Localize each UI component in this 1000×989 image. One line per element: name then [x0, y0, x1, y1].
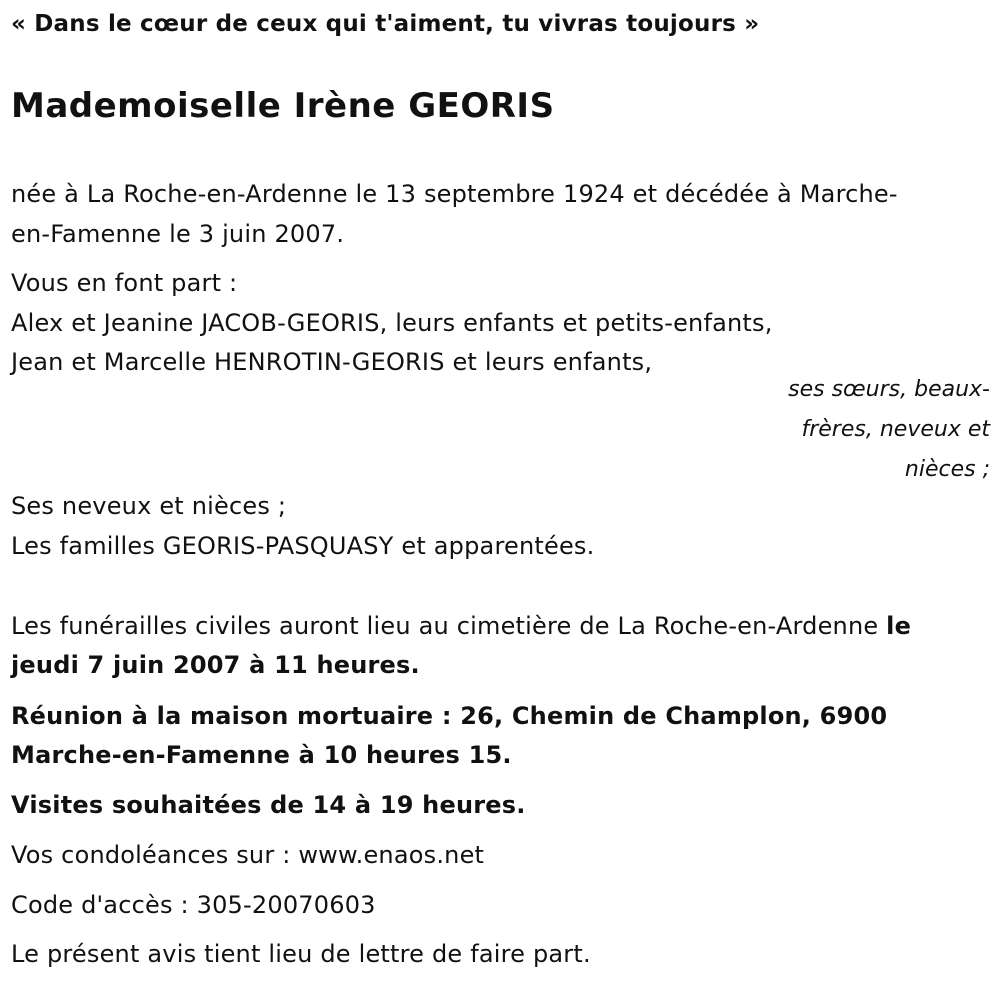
- funeral-text: Les funérailles civiles auront lieu au cimetière de La Roche-en-Ardenne: [11, 612, 887, 640]
- epigraph-quote: « Dans le cœur de ceux qui t'aiment, tu vivras toujours »: [11, 11, 760, 37]
- deceased-name: Mademoiselle Irène GEORIS: [11, 86, 555, 126]
- funeral-line-1: [11, 606, 911, 646]
- families-line: Les familles GEORIS-PASQUASY et apparentées.: [11, 532, 595, 560]
- siblings-note-line: frères, neveux et: [801, 417, 990, 442]
- birth-death-line-1: née à La Roche-en-Ardenne le 13 septembre 1924 et décédée à Marche-: [11, 180, 898, 208]
- meeting-line-2: Marche-en-Famenne à 10 heures 15.: [11, 741, 512, 769]
- notice-line: Le présent avis tient lieu de lettre de faire part.: [11, 940, 591, 968]
- visits-line: Visites souhaitées de 14 à 19 heures.: [11, 791, 526, 819]
- funeral-date-start: le: [886, 612, 912, 640]
- family-member: Alex et Jeanine JACOB-GEORIS, leurs enfants et petits-enfants,: [11, 309, 773, 337]
- family-member: Jean et Marcelle HENROTIN-GEORIS et leurs enfants,: [11, 348, 653, 376]
- siblings-note-line: ses sœurs, beaux-: [788, 377, 990, 402]
- funeral-date: jeudi 7 juin 2007 à 11 heures.: [11, 651, 420, 679]
- condolences-line: Vos condoléances sur : www.enaos.net: [11, 841, 485, 869]
- meeting-line-1: Réunion à la maison mortuaire : 26, Chemin de Champlon, 6900: [11, 702, 888, 730]
- siblings-note-line: nièces ;: [904, 457, 990, 482]
- birth-death-line-2: en-Famenne le 3 juin 2007.: [11, 220, 345, 248]
- nephews-line: Ses neveux et nièces ;: [11, 492, 287, 520]
- siblings-note: [730, 370, 990, 490]
- access-code-line: Code d'accès : 305-20070603: [11, 891, 376, 919]
- family-intro: Vous en font part :: [11, 269, 238, 297]
